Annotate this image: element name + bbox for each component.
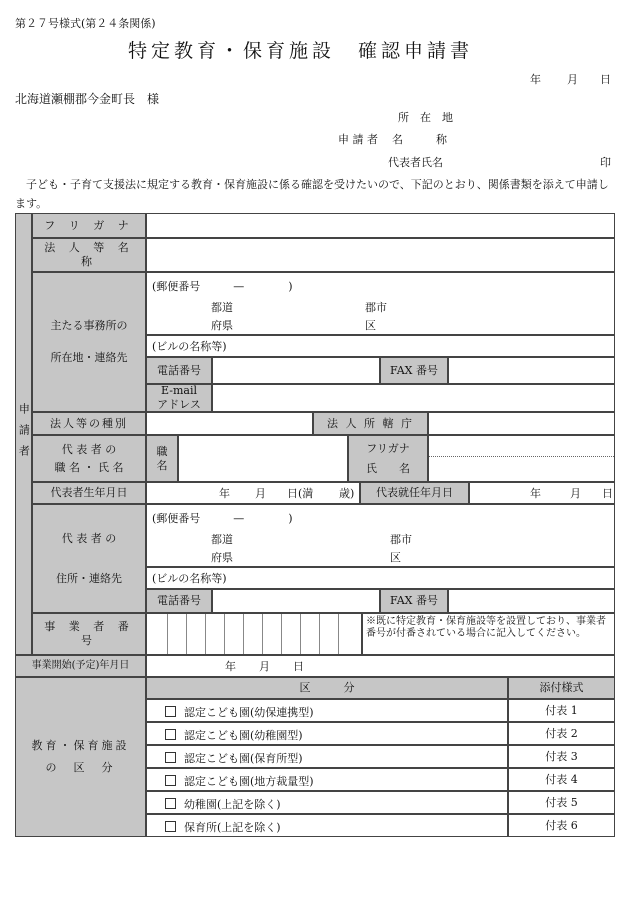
fax-input[interactable] (448, 357, 615, 384)
attachment-form-header: 添付様式 (508, 677, 615, 699)
checkbox-icon[interactable] (165, 821, 176, 832)
corp-type-input[interactable] (146, 412, 313, 435)
email-label: E-mail アドレス (146, 384, 212, 412)
checkbox-icon[interactable] (165, 752, 176, 763)
checkbox-icon[interactable] (165, 775, 176, 786)
facility-option-5[interactable]: 幼稚園(上記を除く) (146, 791, 508, 814)
office-building-input[interactable]: (ビルの名称等) (146, 335, 615, 357)
checkbox-icon[interactable] (165, 706, 176, 717)
fax-label: FAX 番号 (380, 357, 448, 384)
addressee: 北海道瀬棚郡今金町長 様 (15, 92, 160, 106)
rep-building-input[interactable]: (ビルの名称等) (146, 567, 615, 589)
tel-label: 電話番号 (146, 357, 212, 384)
rep-start-label: 代表就任年月日 (360, 482, 469, 504)
seal-mark: 印 (600, 156, 611, 169)
applicant-name-label: 名 称 (392, 133, 447, 146)
checkbox-icon[interactable] (165, 798, 176, 809)
office-address-input[interactable]: (郵便番号 — ) 都道 府県 郡市 区 (146, 272, 615, 335)
attachment-form-5: 付表 5 (508, 791, 615, 814)
attachment-form-1: 付表 1 (508, 699, 615, 722)
corp-office-label: 法 人 所 轄 庁 (313, 412, 428, 435)
facility-class-header: 区 分 (146, 677, 508, 699)
start-date-label: 事業開始(予定)年月日 (15, 655, 146, 677)
biz-number-input[interactable] (146, 613, 362, 655)
applicant-address-label: 所 在 地 (398, 111, 453, 124)
facility-class-label: 教育・保育施設 の 区 分 (15, 677, 146, 837)
rep-birth-label: 代表者生年月日 (32, 482, 146, 504)
post-label: 職名 (146, 435, 178, 482)
attachment-form-6: 付表 6 (508, 814, 615, 837)
date-day: 日 (600, 73, 611, 86)
furigana-label: フ リ ガ ナ (32, 213, 146, 238)
post-input[interactable] (178, 435, 348, 482)
corp-name-input[interactable] (146, 238, 615, 272)
biz-number-note: ※既に特定教育・保育施設等を設置しており、事業者番号が付番されている場合に記入してください。 (362, 613, 615, 655)
email-input[interactable] (212, 384, 615, 412)
tel-input[interactable] (212, 357, 380, 384)
facility-option-4[interactable]: 認定こども園(地方裁量型) (146, 768, 508, 791)
rep-name-label: 代 表 者 の 職 名 ・ 氏 名 (32, 435, 146, 482)
date-month: 月 (567, 73, 578, 86)
document-title: 特定教育・保育施設 確認申請書 (128, 40, 474, 62)
facility-option-3[interactable]: 認定こども園(保育所型) (146, 745, 508, 768)
attachment-form-4: 付表 4 (508, 768, 615, 791)
applicant-label: 申 請 者 (338, 133, 378, 146)
rep-address-input[interactable]: (郵便番号 — ) 都道 府県 郡市 区 (146, 504, 615, 567)
checkbox-icon[interactable] (165, 729, 176, 740)
form-number: 第２７号様式(第２４条関係) (15, 17, 156, 30)
fax2-input[interactable] (448, 589, 615, 613)
facility-option-2[interactable]: 認定こども園(幼稚園型) (146, 722, 508, 745)
date-year: 年 (530, 73, 541, 86)
furigana-input[interactable] (146, 213, 615, 238)
tel2-input[interactable] (212, 589, 380, 613)
rep-furigana-label: フリガナ 氏 名 (348, 435, 428, 482)
corp-type-label: 法人等の種別 (32, 412, 146, 435)
tel2-label: 電話番号 (146, 589, 212, 613)
facility-option-1[interactable]: 認定こども園(幼保連携型) (146, 699, 508, 722)
application-form (15, 213, 615, 837)
intro-text: 子ども・子育て支援法に規定する教育・保育施設に係る確認を受けたいので、下記のとおり、関係書類を添えて申請します。 (15, 178, 609, 210)
rep-address-label: 代 表 者 の 住所・連絡先 (32, 504, 146, 613)
rep-start-input[interactable]: 年 月 日 (469, 482, 615, 504)
start-date-input[interactable]: 年 月 日 (146, 655, 615, 677)
biz-number-label: 事 業 者 番 号 (32, 613, 146, 655)
attachment-form-2: 付表 2 (508, 722, 615, 745)
attachment-form-3: 付表 3 (508, 745, 615, 768)
representative-label: 代表者氏名 (388, 156, 443, 169)
corp-office-input[interactable] (428, 412, 615, 435)
rep-birth-input[interactable]: 年 月 日(満 歳) (146, 482, 360, 504)
applicant-section-label: 申請者 (15, 213, 32, 655)
office-location-label: 主たる事務所の 所在地・連絡先 (32, 272, 146, 412)
facility-option-6[interactable]: 保育所(上記を除く) (146, 814, 508, 837)
fax2-label: FAX 番号 (380, 589, 448, 613)
rep-name-input[interactable] (428, 435, 615, 482)
corp-name-label: 法 人 等 名 称 (32, 238, 146, 272)
